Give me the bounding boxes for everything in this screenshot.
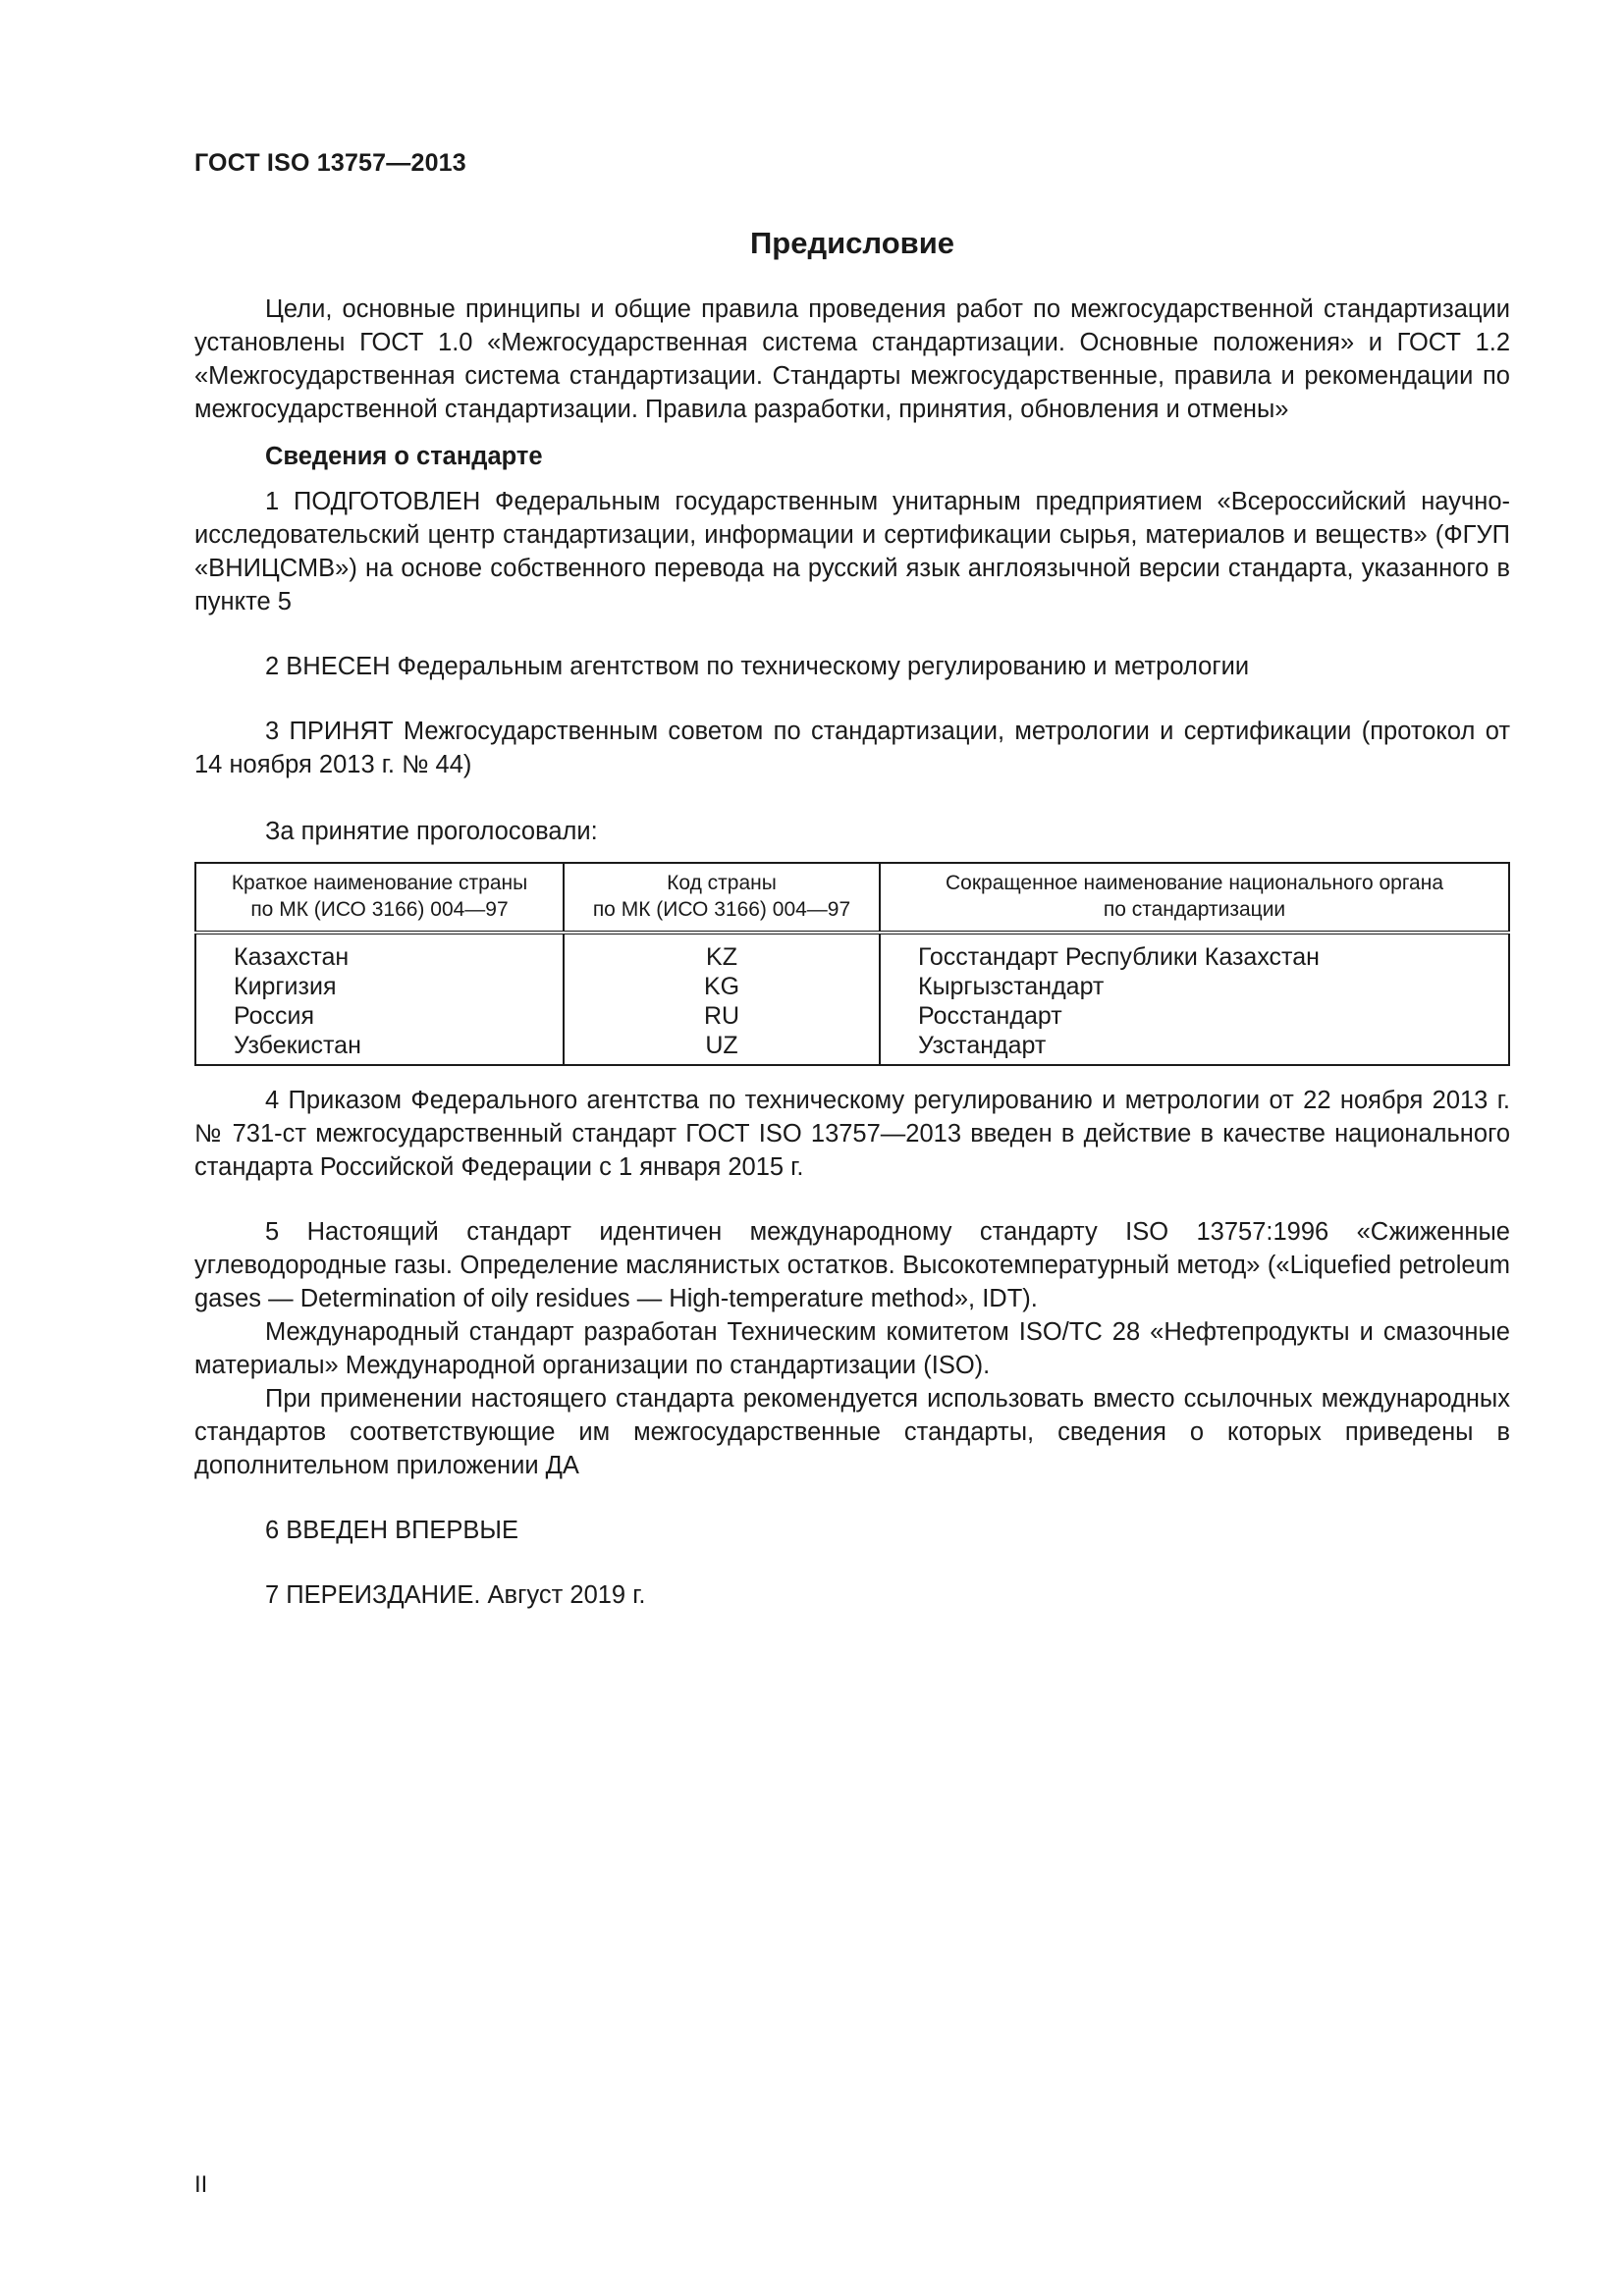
info-item-5: 5 Настоящий стандарт идентичен международному стандарту ISO 13757:1996 «Сжиженные углеводородные газы. Определение маслянистых остатков. Высокотемпературный метод» («Liquefied petroleum gases — Determination of oily residues — High-temperature method», IDT).	[194, 1218, 1510, 1312]
document-code-header: ГОСТ ISO 13757—2013	[194, 149, 466, 177]
table-row	[195, 1001, 1509, 1031]
info-item-7: 7 ПЕРЕИЗДАНИЕ. Август 2019 г.	[265, 1581, 646, 1609]
page-title: Предисловие	[749, 226, 954, 260]
vote-table	[194, 862, 1510, 1066]
info-item-5-paragraph-2: Международный стандарт разработан Техническим комитетом ISO/TC 28 «Нефтепродукты и смазочные материалы» Международной организации по стандартизации (ISO).	[194, 1318, 1510, 1379]
info-item-2: 2 ВНЕСЕН Федеральным агентством по техническому регулированию и метрологии	[265, 653, 1250, 680]
cell-body: Узстандарт	[880, 1031, 1509, 1065]
vote-intro: За принятие проголосовали:	[265, 818, 598, 845]
info-item-3: 3 ПРИНЯТ Межгосударственным советом по стандартизации, метрологии и сертификации (протокол от 14 ноября 2013 г. № 44)	[194, 718, 1510, 778]
vote-table-header-row	[195, 863, 1509, 933]
cell-country: Россия	[195, 1001, 564, 1031]
header-national-body: Сокращенное наименование национального органа по стандартизации	[880, 863, 1509, 933]
info-item-1: 1 ПОДГОТОВЛЕН Федеральным государственным унитарным предприятием «Всероссийский научно-исследовательский центр стандартизации, информации и сертификации сырья, материалов и веществ» (ФГУП «ВНИЦСМВ») на основе собственного перевода на русский язык англоязычной версии стандарта, указанного в пункте 5	[194, 488, 1510, 615]
cell-code: RU	[564, 1001, 880, 1031]
cell-country: Узбекистан	[195, 1031, 564, 1065]
intro-paragraph: Цели, основные принципы и общие правила проведения работ по межгосударственной стандартизации установлены ГОСТ 1.0 «Межгосударственная система стандартизации. Основные положения» и ГОСТ 1.2 «Межгосударственная система стандартизации. Стандарты межгосударственные, правила и рекомендации по межгосударственной стандартизации. Правила разработки, принятия, обновления и отмены»	[194, 295, 1510, 423]
cell-code: KG	[564, 972, 880, 1001]
cell-country: Киргизия	[195, 972, 564, 1001]
cell-country: Казахстан	[195, 933, 564, 972]
info-item-4: 4 Приказом Федерального агентства по техническому регулированию и метрологии от 22 ноября 2013 г. № 731-ст межгосударственный стандарт ГОСТ ISO 13757—2013 введен в действие в качестве национального стандарта Российской Федерации с 1 января 2015 г.	[194, 1087, 1510, 1181]
document-page	[194, 0, 1510, 2296]
cell-code: UZ	[564, 1031, 880, 1065]
header-country-name: Краткое наименование страны по МК (ИСО 3166) 004—97	[195, 863, 564, 933]
table-row	[195, 972, 1509, 1001]
table-row	[195, 1031, 1509, 1065]
foreword-body	[194, 293, 1510, 1612]
info-item-6: 6 ВВЕДЕН ВПЕРВЫЕ	[265, 1517, 519, 1544]
header-country-code: Код страны по МК (ИСО 3166) 004—97	[564, 863, 880, 933]
cell-body: Госстандарт Республики Казахстан	[880, 933, 1509, 972]
cell-body: Росстандарт	[880, 1001, 1509, 1031]
table-row	[195, 933, 1509, 972]
info-item-5-paragraph-3: При применении настоящего стандарта рекомендуется использовать вместо ссылочных международных стандартов соответствующие им межгосударственные стандарты, сведения о которых приведены в дополнительном приложении ДА	[194, 1385, 1510, 1479]
standard-info-heading: Сведения о стандарте	[265, 443, 543, 470]
cell-code: KZ	[564, 933, 880, 972]
page-number: II	[194, 2171, 208, 2198]
cell-body: Кыргызстандарт	[880, 972, 1509, 1001]
